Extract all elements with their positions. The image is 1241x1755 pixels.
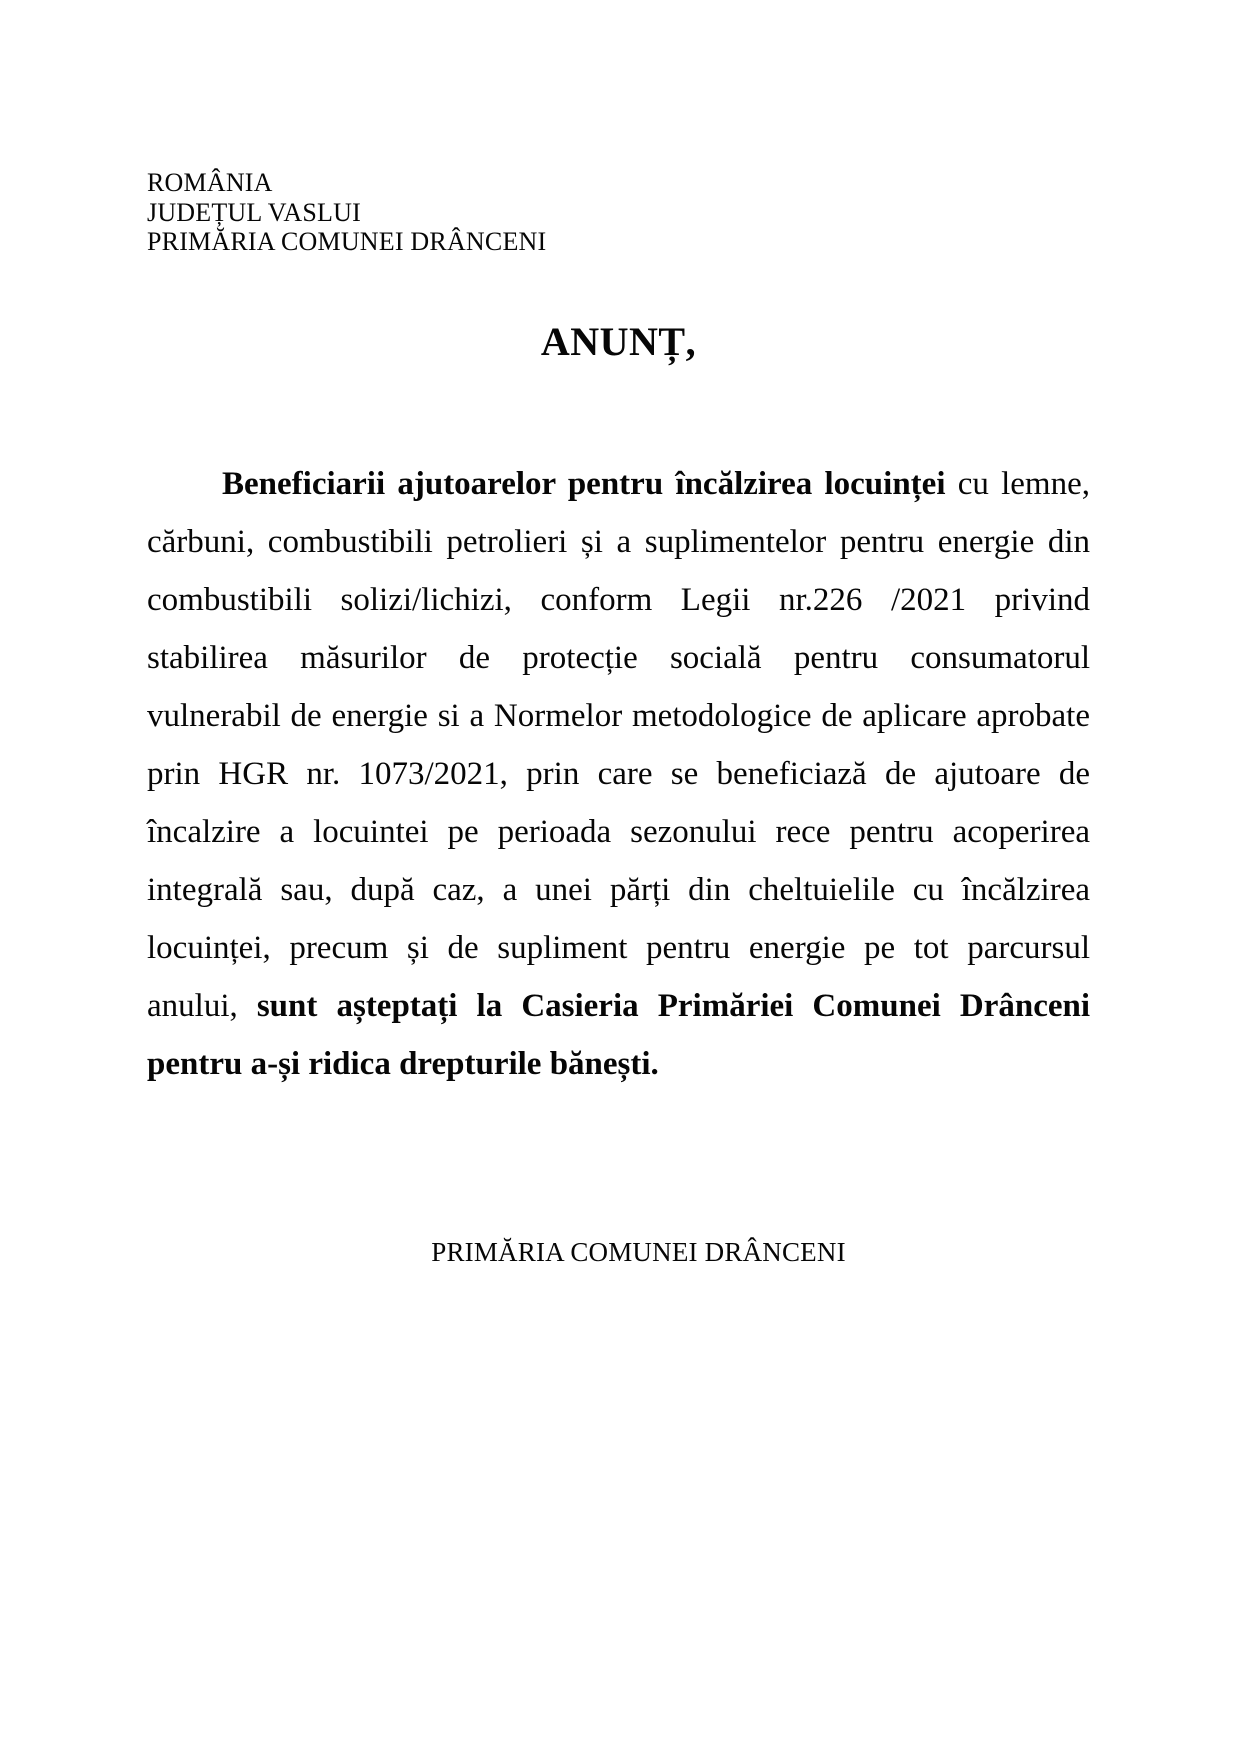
bold-text: sunt așteptați la Casieria Primăriei Comunei Drânceni <box>256 988 1091 1024</box>
paragraph-line-11 <box>147 1035 1090 1093</box>
paragraph-line-8 <box>147 861 1090 919</box>
regular-text: vulnerabil de energie si a Normelor metodologice de aplicare aprobate <box>147 698 1090 734</box>
regular-text: cu lemne, <box>945 466 1090 502</box>
paragraph-line-2 <box>147 513 1090 571</box>
bold-text: Beneficiarii ajutoarelor pentru încălzirea locuinței <box>222 466 946 502</box>
paragraph-line-5 <box>147 687 1090 745</box>
regular-text: integrală sau, după caz, a unei părți din cheltuielile cu încălzirea <box>147 872 1090 908</box>
regular-text: încalzire a locuintei pe perioada sezonului rece pentru acoperirea <box>147 814 1090 850</box>
regular-text: anului, <box>147 988 257 1024</box>
paragraph-line-3 <box>147 571 1090 629</box>
regular-text: prin HGR nr. 1073/2021, prin care se beneficiază de ajutoare de <box>147 756 1090 792</box>
header-line-commune: PRIMĂRIA COMUNEI DRÂNCENI <box>147 227 547 256</box>
paragraph-line-10 <box>147 977 1090 1035</box>
regular-text: cărbuni, combustibili petrolieri și a suplimentelor pentru energie din <box>147 524 1090 560</box>
header-line-county: JUDEȚUL VASLUI <box>147 197 361 227</box>
regular-text: stabilirea măsurilor de protecție socială pentru consumatorul <box>147 640 1090 676</box>
bold-text: pentru a-și ridica drepturile bănești. <box>147 1046 659 1082</box>
paragraph-line-1 <box>147 455 1090 513</box>
document-title: ANUNȚ, <box>540 319 697 364</box>
document-signature: PRIMĂRIA COMUNEI DRÂNCENI <box>431 1237 846 1267</box>
paragraph-line-9 <box>147 919 1090 977</box>
header-line-country: ROMÂNIA <box>147 168 273 197</box>
paragraph-line-6 <box>147 745 1090 803</box>
regular-text: locuinței, precum și de supliment pentru energie pe tot parcursul <box>147 930 1090 966</box>
regular-text: combustibili solizi/lichizi, conform Legii nr.226 /2021 privind <box>147 582 1090 618</box>
paragraph-line-4 <box>147 629 1090 687</box>
paragraph-line-7 <box>147 803 1090 861</box>
announcement-paragraph <box>147 455 1090 1093</box>
document-header <box>147 168 546 257</box>
